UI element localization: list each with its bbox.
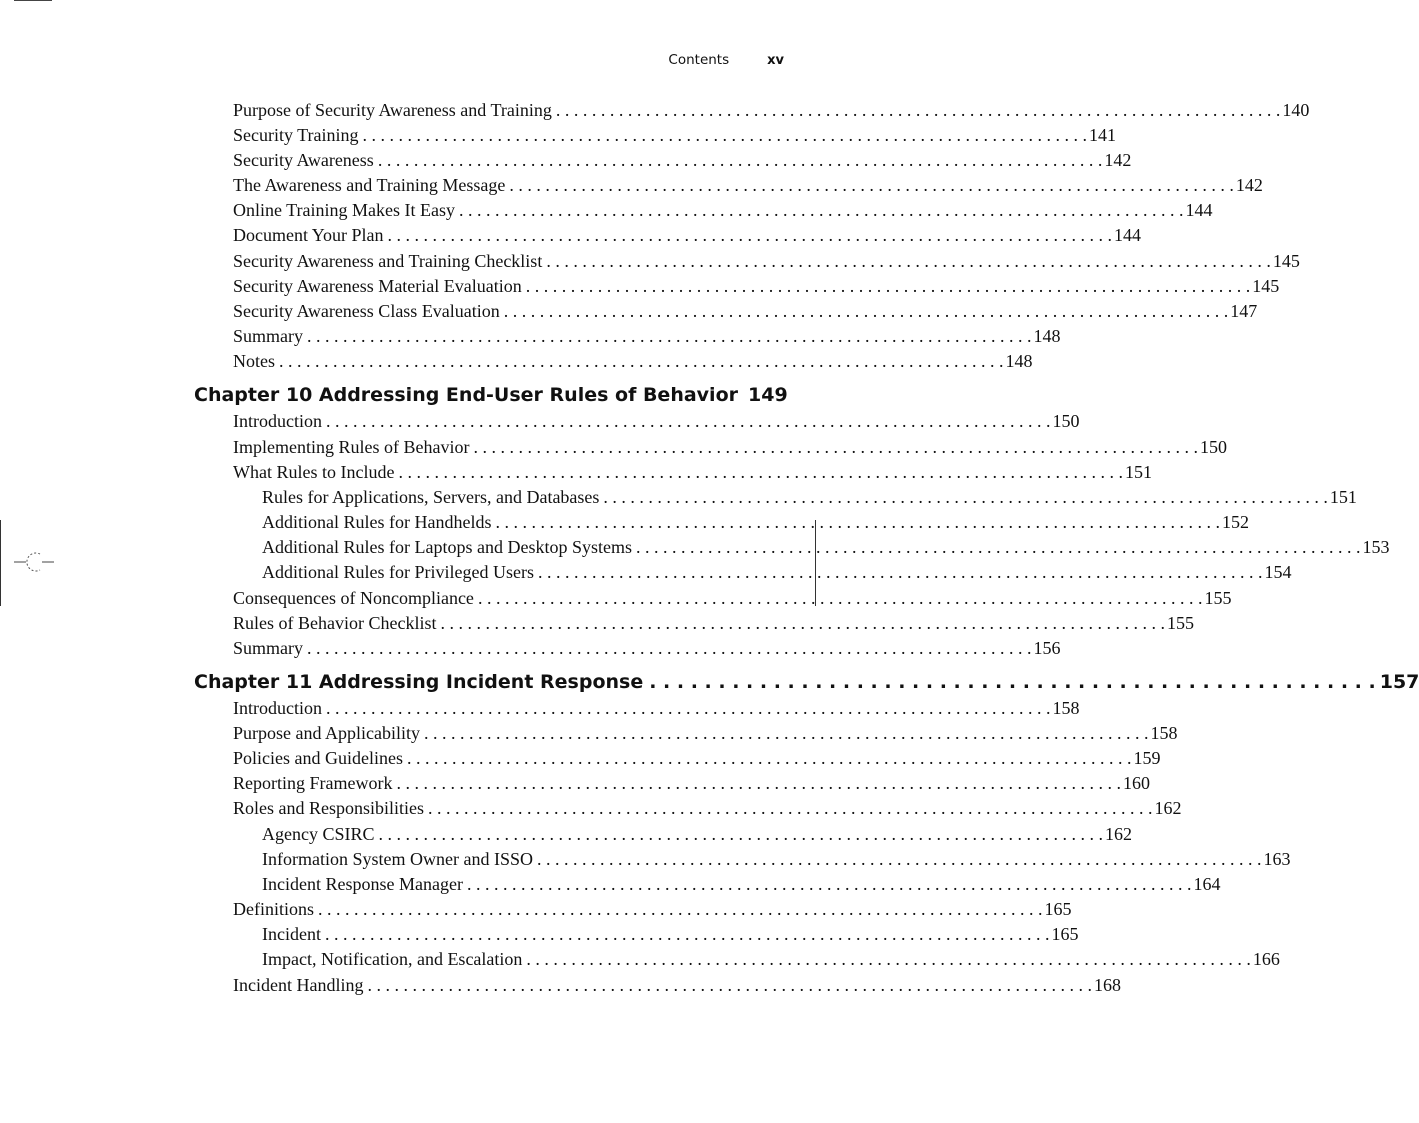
toc-leader — [307, 638, 1032, 659]
toc-entry[interactable] — [233, 723, 1178, 745]
toc-leader — [526, 276, 1251, 297]
toc-entry-title: Additional Rules for Laptops and Desktop Systems — [262, 537, 632, 557]
toc-entry[interactable] — [233, 326, 1061, 348]
toc-entry-page: 158 — [1052, 698, 1080, 718]
toc-entry-page: 160 — [1122, 773, 1150, 793]
toc-subentry[interactable] — [262, 949, 1280, 971]
toc-entry-title: Incident — [262, 924, 321, 944]
toc-leader — [428, 798, 1153, 819]
crop-mark — [14, 0, 52, 1]
toc-leader — [603, 487, 1328, 508]
toc-entry-title: Policies and Guidelines — [233, 748, 403, 768]
toc-leader — [326, 411, 1051, 432]
toc-entry[interactable] — [233, 773, 1150, 795]
toc-entry-title: Additional Rules for Handhelds — [262, 512, 492, 532]
toc-entry-page: 145 — [1252, 276, 1280, 296]
toc-entry-page: 164 — [1193, 874, 1221, 894]
toc-entry-page: 150 — [1052, 411, 1080, 431]
toc-entry-page: 142 — [1235, 175, 1263, 195]
toc-entry-page: 147 — [1230, 301, 1258, 321]
running-header — [668, 50, 784, 70]
toc-entry[interactable] — [233, 125, 1117, 147]
toc-entry[interactable] — [233, 975, 1121, 997]
toc-leader — [546, 251, 1271, 272]
toc-entry-page: 156 — [1033, 638, 1061, 658]
toc-entry-page: 148 — [1005, 351, 1033, 371]
toc-entry[interactable] — [233, 100, 1310, 122]
toc-entry[interactable] — [233, 899, 1072, 921]
toc-entry-title: Security Awareness and Training Checklist — [233, 251, 543, 271]
toc-subentry[interactable] — [262, 874, 1221, 896]
toc-entry-title: Security Awareness — [233, 150, 374, 170]
toc-leader — [363, 125, 1088, 146]
toc-entry[interactable] — [233, 150, 1132, 172]
toc-leader — [325, 924, 1050, 945]
toc-entry-title: Consequences of Noncompliance — [233, 588, 474, 608]
chapter-heading[interactable] — [194, 671, 1419, 697]
toc-entry-page: 151 — [1329, 487, 1357, 507]
toc-entry-title: Introduction — [233, 698, 322, 718]
toc-entry-title: Reporting Framework — [233, 773, 393, 793]
toc-leader — [396, 773, 1121, 794]
toc-entry-title: Purpose of Security Awareness and Training — [233, 100, 552, 120]
toc-entry-page: 152 — [1221, 512, 1249, 532]
toc-entry[interactable] — [233, 351, 1033, 373]
toc-entry-title: Agency CSIRC — [262, 824, 375, 844]
toc-entry[interactable] — [233, 748, 1161, 770]
toc-entry[interactable] — [233, 437, 1227, 459]
toc-leader — [307, 326, 1032, 347]
toc-entry-title: Roles and Responsibilities — [233, 798, 424, 818]
toc-entry-title: Definitions — [233, 899, 314, 919]
toc-entry[interactable] — [233, 175, 1263, 197]
toc-leader — [367, 975, 1092, 996]
toc-leader — [440, 613, 1165, 634]
toc-entry-page: 162 — [1105, 824, 1132, 844]
toc-leader — [378, 150, 1103, 171]
toc-entry-page: 154 — [1264, 562, 1292, 582]
toc-entry-page: 162 — [1154, 798, 1182, 818]
toc-leader — [407, 748, 1132, 769]
registration-mark-icon — [14, 548, 54, 578]
toc-entry-title: Document Your Plan — [233, 225, 384, 245]
running-header-section: Contents — [668, 52, 730, 68]
chapter-title: Chapter 10 Addressing End-User Rules of Behavior — [194, 384, 738, 406]
toc-entry[interactable] — [233, 462, 1152, 484]
crop-mark — [0, 520, 1, 606]
toc-entry-page: 150 — [1199, 437, 1227, 457]
toc-leader — [526, 949, 1251, 970]
chapter-page: 149 — [748, 384, 788, 406]
toc-entry-page: 148 — [1033, 326, 1061, 346]
toc-entry-page: 151 — [1124, 462, 1152, 482]
toc-entry-page: 155 — [1166, 613, 1194, 633]
toc-entry-page: 142 — [1104, 150, 1132, 170]
toc-entry-title: Impact, Notification, and Escalation — [262, 949, 523, 969]
toc-entry-title: Security Awareness Class Evaluation — [233, 301, 500, 321]
toc-entry[interactable] — [233, 200, 1213, 222]
toc-entry-page: 144 — [1185, 200, 1213, 220]
toc-entry-page: 165 — [1044, 899, 1072, 919]
toc-subentry[interactable] — [262, 924, 1079, 946]
toc-entry-page: 140 — [1282, 100, 1310, 120]
toc-entry-title: Incident Handling — [233, 975, 364, 995]
toc-leader — [556, 100, 1281, 121]
toc-subentry[interactable] — [262, 512, 1249, 534]
toc-leader — [379, 824, 1104, 845]
toc-entry-title: Purpose and Applicability — [233, 723, 420, 743]
toc-subentry[interactable] — [262, 562, 1292, 584]
toc-leader — [467, 874, 1192, 895]
toc-entry-page: 155 — [1204, 588, 1232, 608]
toc-leader — [473, 437, 1198, 458]
toc-entry-title: Summary — [233, 638, 303, 658]
toc-entry[interactable] — [233, 588, 1232, 610]
toc-entry[interactable] — [233, 251, 1300, 273]
toc-entry-page: 159 — [1133, 748, 1161, 768]
toc-entry-title: Rules of Behavior Checklist — [233, 613, 437, 633]
toc-entry[interactable] — [233, 411, 1080, 433]
toc-leader — [459, 200, 1184, 221]
toc-entry[interactable] — [233, 638, 1061, 660]
toc-leader — [279, 351, 1004, 372]
chapter-heading[interactable] — [194, 384, 788, 410]
toc-subentry[interactable] — [262, 849, 1291, 871]
toc-entry-title: Rules for Applications, Servers, and Databases — [262, 487, 600, 507]
toc-leader — [649, 671, 1376, 693]
toc-entry-page: 145 — [1272, 251, 1300, 271]
toc-entry-page: 158 — [1150, 723, 1178, 743]
toc-entry[interactable] — [233, 301, 1258, 323]
toc-entry-title: Online Training Makes It Easy — [233, 200, 455, 220]
toc-entry[interactable] — [233, 698, 1080, 720]
toc-entry-page: 141 — [1089, 125, 1117, 145]
toc-entry-page: 165 — [1051, 924, 1079, 944]
toc-entry-page: 163 — [1263, 849, 1291, 869]
toc-subentry[interactable] — [262, 824, 1132, 846]
toc-leader — [398, 462, 1123, 483]
toc-subentry[interactable] — [262, 537, 1390, 559]
toc-leader — [495, 512, 1220, 533]
toc-leader — [636, 537, 1361, 558]
toc-entry-title: The Awareness and Training Message — [233, 175, 506, 195]
toc-entry-page: 168 — [1093, 975, 1121, 995]
toc-leader — [318, 899, 1043, 920]
toc-leader — [478, 588, 1203, 609]
toc-entry-title: Introduction — [233, 411, 322, 431]
toc-subentry[interactable] — [262, 487, 1357, 509]
toc-leader — [424, 723, 1149, 744]
toc-entry-title: What Rules to Include — [233, 462, 395, 482]
toc-entry-title: Security Training — [233, 125, 359, 145]
toc-entry-title: Incident Response Manager — [262, 874, 463, 894]
toc-entry-title: Security Awareness Material Evaluation — [233, 276, 522, 296]
toc-leader — [326, 698, 1051, 719]
toc-entry-title: Implementing Rules of Behavior — [233, 437, 470, 457]
toc-leader — [538, 562, 1263, 583]
toc-entry-page: 144 — [1114, 225, 1142, 245]
toc-entry[interactable] — [233, 225, 1142, 247]
toc-entry[interactable] — [233, 798, 1182, 820]
toc-entry-page: 153 — [1362, 537, 1390, 557]
toc-leader — [504, 301, 1229, 322]
toc-leader — [509, 175, 1234, 196]
toc-entry-title: Summary — [233, 326, 303, 346]
chapter-page: 157 — [1379, 671, 1419, 693]
page-number: xv — [767, 52, 784, 68]
toc-entry[interactable] — [233, 276, 1280, 298]
toc-entry-title: Additional Rules for Privileged Users — [262, 562, 534, 582]
toc-entry-page: 166 — [1252, 949, 1280, 969]
toc-entry[interactable] — [233, 613, 1194, 635]
toc-entry-title: Information System Owner and ISSO — [262, 849, 533, 869]
toc-leader — [537, 849, 1262, 870]
chapter-title: Chapter 11 Addressing Incident Response — [194, 671, 644, 693]
toc-entry-title: Notes — [233, 351, 275, 371]
toc-leader — [388, 225, 1113, 246]
